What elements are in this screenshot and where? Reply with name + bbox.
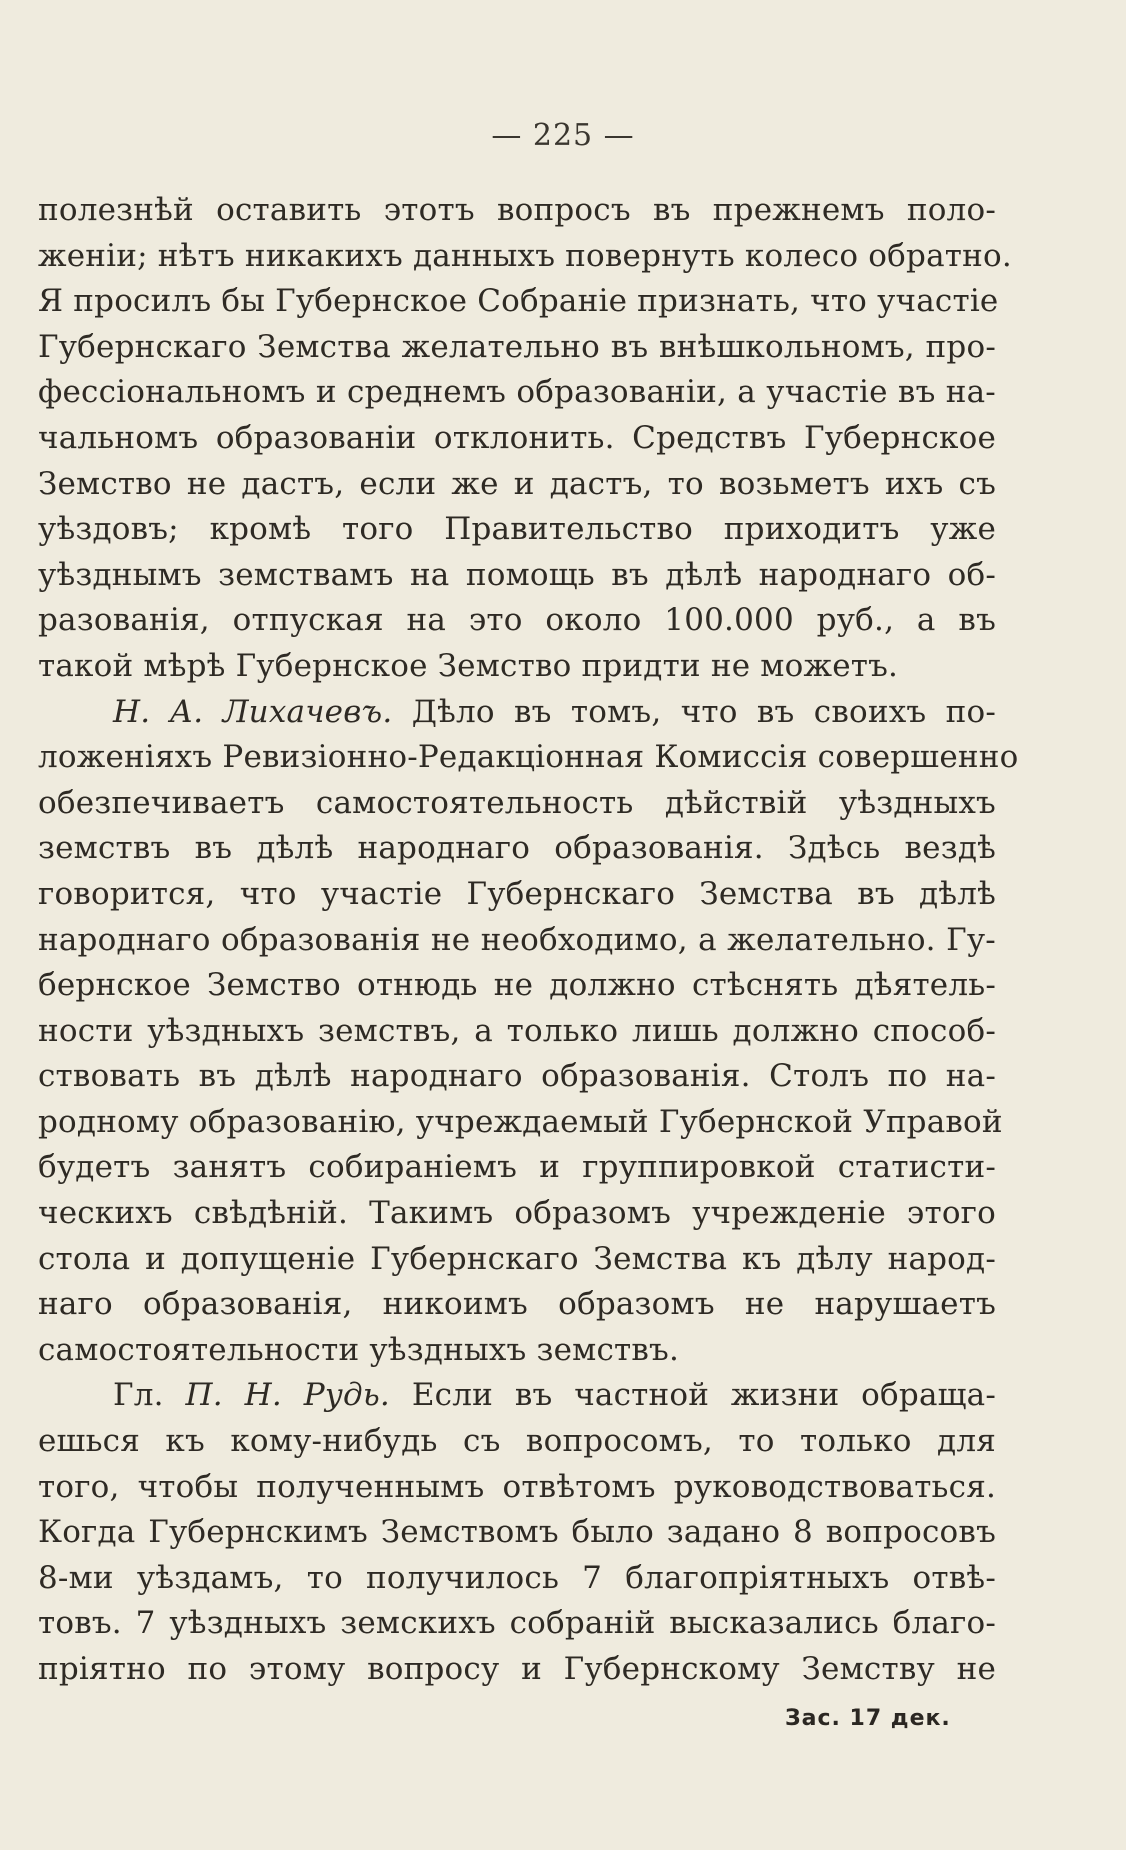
speech-text: Если въ частной жизни обраща- (411, 1377, 997, 1414)
text-line: говорится, что участіе Губернскаго Земства въ дѣлѣ (38, 875, 996, 912)
text-line: пріятно по этому вопросу и Губернскому Земству не (38, 1651, 996, 1687)
text-line: ложеніяхъ Ревизіонно-Редакціонная Комиссія совершенно (38, 739, 1019, 776)
text-line: родному образованію, учреждаемый Губернской Управой (38, 1103, 1003, 1140)
text-line: Я просилъ бы Губернское Собраніе признать, что участіе (38, 283, 999, 320)
text-line: чальномъ образованіи отклонить. Средствъ Губернское (38, 419, 996, 456)
text-line: ешься къ кому-нибудь съ вопросомъ, то только для (38, 1423, 996, 1460)
text-line: такой мѣрѣ Губернское Земство придти не можетъ. (38, 647, 899, 684)
text-line: самостоятельности уѣздныхъ земствъ. (38, 1331, 680, 1368)
text-line: Земство не дастъ, если же и дастъ, то возьметъ ихъ съ (38, 465, 996, 502)
text-line: земствъ въ дѣлѣ народнаго образованія. Здѣсь вездѣ (38, 830, 996, 867)
text-line: будетъ занятъ собираніемъ и группировкой статисти- (38, 1149, 996, 1186)
text-line: стола и допущеніе Губернскаго Земства къ дѣлу народ- (38, 1240, 996, 1277)
text-line: 8-ми уѣздамъ, то получилось 7 благопріятныхъ отвѣ- (38, 1559, 996, 1596)
body-text (38, 188, 1019, 1693)
text-line: уѣздовъ; кромѣ того Правительство приходитъ уже (38, 511, 996, 548)
speaker-name: П. Н. Рудь. (185, 1377, 390, 1414)
text-line: народнаго образованія не необходимо, а желательно. Гу- (38, 921, 996, 958)
text-line: того, чтобы полученнымъ отвѣтомъ руководствоваться. (38, 1468, 996, 1505)
text-line: фессіональномъ и среднемъ образованіи, а участіе въ на- (38, 374, 996, 411)
text-line: Когда Губернскимъ Земствомъ было задано 8 вопросовъ (38, 1514, 996, 1551)
text-line: обезпечиваетъ самостоятельность дѣйствій уѣздныхъ (38, 784, 996, 821)
speech-first-line (38, 690, 996, 736)
speech-first-line (38, 1373, 996, 1419)
text-line: бернское Земство отнюдь не должно стѣснять дѣятель- (38, 967, 996, 1004)
text-line: разованія, отпуская на это около 100.000 руб., а въ (38, 602, 996, 639)
page-number: — 225 — (491, 118, 635, 153)
text-line: ствовать въ дѣлѣ народнаго образованія. Столъ по на- (38, 1058, 996, 1095)
text-line: полезнѣй оставить этотъ вопросъ въ прежнемъ поло- (38, 192, 996, 228)
text-line: наго образованія, никоимъ образомъ не нарушаетъ (38, 1286, 996, 1323)
text-line: товъ. 7 уѣздныхъ земскихъ собраній высказались благо- (38, 1605, 996, 1642)
text-line: ческихъ свѣдѣній. Такимъ образомъ учрежденіе этого (38, 1195, 996, 1232)
speech-text: Дѣло въ томъ, что въ своихъ по- (411, 693, 996, 730)
text-line: женіи; нѣтъ никакихъ данныхъ повернуть колесо обратно. (38, 237, 1012, 274)
footer-note: Зас. 17 дек. (785, 1706, 951, 1731)
text-line: уѣзднымъ земствамъ на помощь въ дѣлѣ народнаго об- (38, 556, 996, 593)
text-line: ности уѣздныхъ земствъ, а только лишь должно способ- (38, 1012, 996, 1049)
speaker-name: Н. А. Лихачевъ. (113, 693, 393, 730)
text-line: Губернскаго Земства желательно въ внѣшкольномъ, про- (38, 328, 996, 365)
speaker-prefix: Гл. (113, 1377, 164, 1414)
